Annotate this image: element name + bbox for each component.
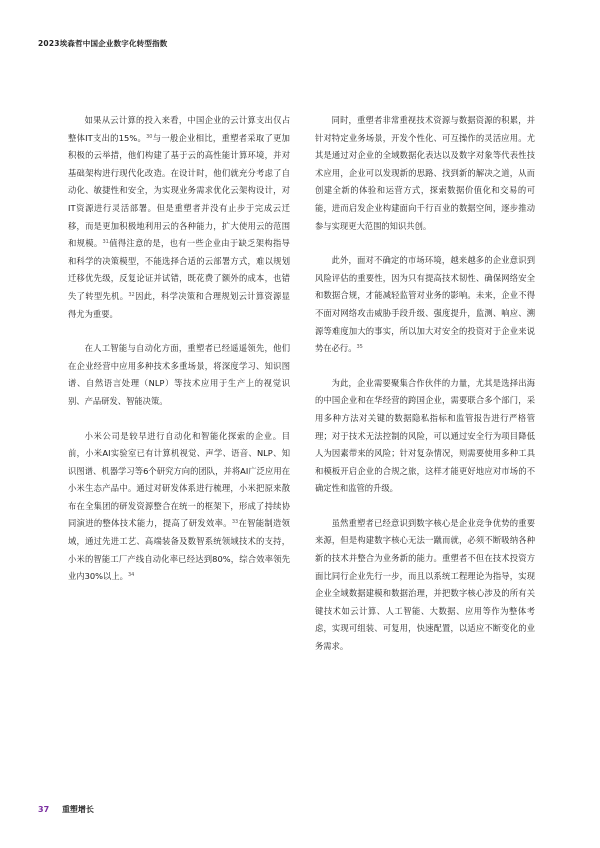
footnote-ref: 30 <box>146 133 153 140</box>
paragraph-cloud: 如果从云计算的投入来看，中国企业的云计算支出仅占整体IT支出的15%。$^{30}$与一般企业相比，重塑者采取了更加积极的云举措，他们构建了基于云的高性能计算环境，并对基础架构进行现代化改造。在设计时，他们就充分考虑了自动化、敏捷性和安全，为实现业务需求优化云架构设计，对IT资源进行灵活部署。但是重塑者并没有止步于完成云迁移，而是更加积极地利用云的各种能力，扩大使用云的范围和规模。$^{31}$值得注意的是，也有一些企业由于缺乏架构指导和科学的决策模型，不能选择合适的云部署方式，难以规划迁移优先级，反复论证并试错，既花费了额外的成本，也错失了转型先机。$^{32}$因此，科学决策和合理规划云计算资源显得尤为重要。 <box>68 115 290 319</box>
paragraph-resources: 同时，重塑者非常重视技术资源与数据资源的积累，并针对特定业务场景，开发个性化、可互操作的灵活应用。尤其是通过对企业的全域数据化表达以及数字对象等代表性技术应用，企业可以发现新的思路、找到新的解决之道，从而创建全新的体验和运营方式，探索数据价值化和交易的可能，进而启发企业构建面向千行百业的数据空间，逐步推动参与实现更大范围的知识共创。 <box>315 115 535 231</box>
footnote-ref: 32 <box>128 291 135 298</box>
paragraph-xiaomi: 小米公司是较早进行自动化和智能化探索的企业。目前，小米AI实验室已有计算机视觉、声学、语音、NLP、知识图谱、机器学习等6个研究方向的团队，并将AI广泛应用在小米生态产品中。通过对研发体系进行梳理，小米把原来散布在全集团的研发资源整合在统一的框架下，形成了持续协同演进的整体技术能力，提高了研发效率。$^{33}$在智能制造领域，通过先进工艺、高端装备及数智系统领域技术的支持，小米的智能工厂产线自动化率已经达到80%，综合效率领先业内30%以上。$^{34}$ <box>68 430 290 582</box>
page-footer <box>38 804 94 815</box>
report-header: 2023埃森哲中国企业数字化转型指数 <box>38 39 168 48</box>
footnote-ref: 33 <box>231 519 239 526</box>
left-column <box>68 112 290 603</box>
section-title: 重塑增长 <box>61 805 94 814</box>
paragraph-digital-core: 虽然重塑者已经意识到数字核心是企业竞争优势的重要来源，但是构建数字核心无法一蹴而就，必须不断吸纳各种新的技术并整合为业务新的能力。重塑者不但在技术投资方面比同行企业先行一步，而且以系统工程理论为指导，实现企业全域数据建模和数据治理，并把数字核心涉及的所有关键技术如云计算、人工智能、大数据、应用等作为整体考虑，实现可组装、可复用，快速配置，以适应不断变化的业务需求。 <box>315 517 535 652</box>
paragraph-ai: 在人工智能与自动化方面，重塑者已经遥遥领先，他们在企业经营中应用多种技术多重场景，将深度学习、知识图谱、自然语言处理（NLP）等技术应用于生产上的视觉识别、产品研发、智能决策。 <box>68 343 290 406</box>
paragraph-partners: 为此，企业需要聚集合作伙伴的力量，尤其是选择出海的中国企业和在华经营的跨国企业，需要联合多个部门，采用多种方法对关键的数据隐私指标和监管报告进行严格管理；对于技术无法控制的风险，可以通过安全行为项目降低人为因素带来的风险；针对复杂情况，则需要使用多种工具和模板开启企业的合规之旅，这样才能更好地应对市场的不确定性和监管的升级。 <box>315 377 535 494</box>
footnote-ref: 34 <box>127 572 135 579</box>
footnote-ref: 35 <box>356 344 363 351</box>
right-column <box>315 112 535 673</box>
page-number: 37 <box>38 805 50 814</box>
paragraph-risk: 此外，面对不确定的市场环境，越来越多的企业意识到风险评估的重要性，因为只有提高技术韧性、确保网络安全和数据合规，才能减轻监管对业务的影响。未来，企业不得不面对网络攻击威胁手段升级、强度提升，监测、响应、溯源等难度加大的事实，所以加大对安全的投资对于企业来说势在必行。$^{35}$ <box>315 255 535 354</box>
footnote-ref: 31 <box>102 239 109 246</box>
